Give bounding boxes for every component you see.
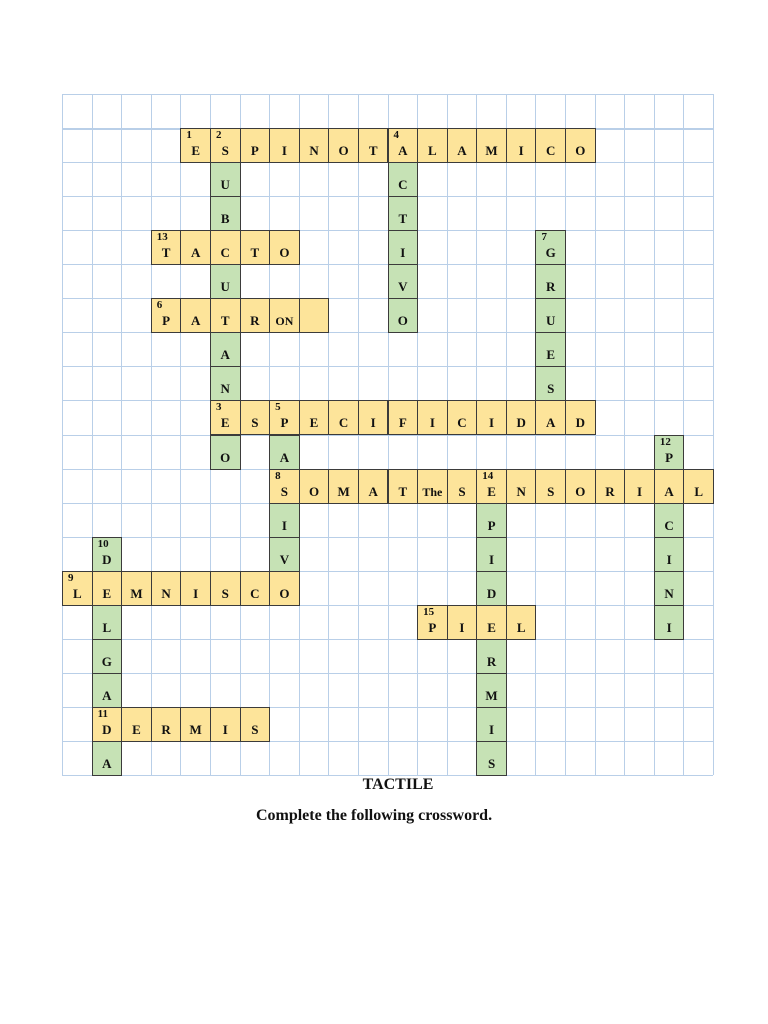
cell-letter: I [489, 551, 495, 567]
cell-letter: E [487, 619, 496, 635]
crossword-cell[interactable] [476, 537, 507, 572]
crossword-cell[interactable] [565, 128, 596, 163]
cell-letter: R [161, 721, 171, 737]
cell-letter: M [485, 687, 498, 703]
cell-letter: N [309, 143, 319, 159]
cell-letter: M [189, 721, 202, 737]
crossword-cell[interactable] [180, 298, 211, 333]
cell-letter: N [220, 381, 230, 397]
crossword-cell[interactable] [388, 400, 419, 435]
crossword-cell[interactable] [683, 469, 714, 504]
cell-letter: E [191, 143, 200, 159]
crossword-cell[interactable] [121, 707, 152, 742]
cell-letter: I [281, 517, 287, 533]
cell-letter: D [102, 551, 112, 567]
crossword-cell[interactable] [506, 128, 537, 163]
crossword-cell[interactable] [210, 366, 241, 401]
crossword-cell[interactable] [476, 128, 507, 163]
crossword-cell[interactable] [535, 128, 566, 163]
crossword-cell[interactable] [299, 469, 330, 504]
crossword-cell[interactable] [476, 673, 507, 708]
crossword-grid [62, 94, 713, 775]
cell-letter: I [370, 415, 376, 431]
clue-number: 13 [156, 231, 168, 244]
cell-letter: S [221, 143, 229, 159]
cell-letter: I [222, 721, 228, 737]
crossword-cell[interactable] [476, 741, 507, 776]
cell-letter: I [636, 483, 643, 499]
crossword-cell[interactable] [447, 469, 478, 504]
clue-number: 5 [275, 401, 281, 414]
crossword-cell[interactable] [240, 298, 271, 333]
crossword-cell[interactable] [299, 128, 330, 163]
grid-line-horizontal [62, 537, 713, 538]
crossword-cell[interactable] [328, 469, 359, 504]
cell-letter: E [132, 721, 141, 737]
crossword-cell[interactable] [269, 128, 300, 163]
cell-letter: D [516, 415, 526, 431]
cell-letter: S [547, 381, 555, 397]
cell-letter: T [161, 245, 171, 261]
cell-letter: E [546, 347, 556, 363]
cell-letter: L [694, 483, 704, 499]
crossword-cell[interactable] [151, 707, 182, 742]
crossword-cell[interactable] [535, 230, 566, 265]
cell-letter: V [398, 279, 408, 295]
crossword-cell[interactable] [565, 400, 596, 435]
crossword-cell[interactable] [269, 537, 300, 572]
cell-letter: I [193, 585, 199, 601]
cell-letter: O [279, 245, 290, 261]
cell-letter: L [428, 143, 437, 159]
crossword-cell[interactable] [535, 264, 566, 299]
crossword-cell[interactable] [447, 400, 478, 435]
cell-letter: C [250, 585, 260, 601]
clue-number: 12 [659, 435, 671, 448]
cell-letter: L [72, 585, 82, 601]
crossword-cell[interactable] [654, 503, 685, 538]
cell-letter: B [220, 211, 230, 227]
crossword-cell[interactable] [92, 741, 123, 776]
cell-letter: C [664, 517, 674, 533]
crossword-cell[interactable] [624, 469, 655, 504]
cell-letter: C [546, 143, 556, 159]
crossword-cell[interactable] [506, 605, 537, 640]
cell-letter: A [190, 245, 201, 261]
crossword-cell[interactable] [388, 162, 419, 197]
cell-letter: C [398, 177, 408, 193]
crossword-cell[interactable] [476, 503, 507, 538]
crossword-cell[interactable] [476, 707, 507, 742]
cell-letter: N [664, 585, 674, 601]
crossword-cell[interactable] [240, 128, 271, 163]
cell-letter: I [459, 619, 465, 635]
cell-letter: C [220, 245, 230, 261]
crossword-cell[interactable] [180, 707, 211, 742]
cell-letter: P [250, 143, 259, 159]
cell-letter: R [546, 279, 556, 295]
cell-letter: O [575, 483, 586, 499]
crossword-cell[interactable] [121, 571, 152, 606]
crossword-cell[interactable] [388, 128, 419, 163]
crossword-cell[interactable] [535, 332, 566, 367]
crossword-cell[interactable] [92, 707, 123, 742]
cell-letter: G [545, 245, 556, 261]
cell-letter: T [368, 143, 378, 159]
cell-letter: S [251, 415, 259, 431]
crossword-cell[interactable] [92, 605, 123, 640]
crossword-cell[interactable] [476, 469, 507, 504]
cell-letter: S [487, 755, 496, 771]
clue-number: 4 [393, 129, 399, 142]
crossword-cell[interactable] [180, 230, 211, 265]
cell-letter: I [489, 415, 495, 431]
cell-letter: A [102, 687, 112, 703]
clue-number: 10 [97, 537, 109, 550]
crossword-cell[interactable] [240, 571, 271, 606]
cell-letter: O [397, 313, 408, 329]
cell-letter: T [398, 211, 408, 227]
cell-letter: I [429, 415, 435, 431]
cell-letter: D [486, 585, 497, 601]
cell-letter: N [161, 585, 171, 601]
cell-letter: M [337, 483, 350, 499]
crossword-cell[interactable] [535, 366, 566, 401]
crossword-cell[interactable] [210, 230, 241, 265]
crossword-cell[interactable] [654, 537, 685, 572]
cell-letter: I [400, 245, 406, 261]
cell-letter: L [102, 619, 112, 635]
crossword-cell[interactable] [180, 128, 211, 163]
clue-number: 15 [423, 605, 435, 618]
crossword-cell[interactable] [299, 298, 330, 333]
cell-letter: A [457, 143, 467, 159]
crossword-cell[interactable] [180, 571, 211, 606]
cell-letter: D [575, 415, 586, 431]
crossword-cell[interactable] [388, 230, 419, 265]
crossword-cell[interactable] [417, 469, 448, 504]
crossword-cell[interactable] [388, 196, 419, 231]
crossword-cell[interactable] [240, 230, 271, 265]
crossword-cell[interactable] [210, 332, 241, 367]
cell-letter: C [338, 415, 349, 431]
cell-letter: P [428, 619, 437, 635]
crossword-cell[interactable] [417, 128, 448, 163]
crossword-cell[interactable] [151, 571, 182, 606]
crossword-cell[interactable] [565, 469, 596, 504]
cell-letter: ON [275, 314, 294, 329]
cell-letter: I [518, 143, 524, 159]
crossword-cell[interactable] [328, 128, 359, 163]
cell-letter: R [605, 483, 615, 499]
grid-line-horizontal [62, 94, 713, 95]
clue-number: 3 [215, 401, 222, 414]
cell-letter: P [162, 313, 171, 329]
crossword-cell[interactable] [151, 230, 182, 265]
cell-letter: O [575, 143, 586, 159]
crossword-cell[interactable] [388, 469, 419, 504]
crossword-cell[interactable] [269, 435, 300, 470]
crossword-cell[interactable] [654, 571, 685, 606]
crossword-cell[interactable] [476, 605, 507, 640]
crossword-cell[interactable] [210, 435, 241, 470]
crossword-cell[interactable] [299, 400, 330, 435]
cell-letter: A [279, 449, 290, 465]
instruction-text: Complete the following crossword. [255, 807, 493, 824]
cell-letter: S [251, 721, 259, 737]
crossword-cell[interactable] [447, 128, 478, 163]
cell-letter: U [220, 177, 230, 193]
cell-letter: A [546, 415, 556, 431]
cell-letter: M [130, 585, 143, 601]
cell-letter: S [547, 483, 555, 499]
grid-line-vertical [713, 94, 714, 775]
crossword-cell[interactable] [388, 264, 419, 299]
cell-letter: R [486, 653, 497, 669]
clue-number: 9 [68, 571, 74, 584]
crossword-cell[interactable] [417, 605, 448, 640]
cell-letter: E [309, 415, 319, 431]
cell-letter: S [221, 585, 229, 601]
crossword-cell[interactable] [151, 298, 182, 333]
crossword-cell[interactable] [269, 298, 300, 333]
crossword-cell[interactable] [240, 400, 271, 435]
grid-line-horizontal [62, 639, 713, 640]
cell-letter: The [422, 484, 443, 499]
crossword-cell[interactable] [210, 707, 241, 742]
crossword-cell[interactable] [269, 400, 300, 435]
cell-letter: A [398, 143, 408, 159]
cell-letter: R [250, 313, 260, 329]
crossword-cell[interactable] [535, 298, 566, 333]
clue-number: 1 [186, 129, 192, 142]
cell-letter: G [101, 653, 112, 669]
cell-letter: I [489, 721, 495, 737]
cell-letter: E [487, 483, 496, 499]
crossword-cell[interactable] [447, 605, 478, 640]
crossword-cell[interactable] [210, 162, 241, 197]
cell-letter: T [220, 313, 230, 329]
crossword-cell[interactable] [595, 469, 626, 504]
clue-number: 11 [97, 707, 108, 720]
crossword-cell[interactable] [210, 196, 241, 231]
grid-line-horizontal [62, 673, 713, 674]
crossword-cell[interactable] [92, 639, 123, 674]
clue-number: 14 [482, 469, 494, 482]
crossword-cell[interactable] [62, 571, 93, 606]
cell-letter: P [487, 517, 496, 533]
cell-letter: T [398, 483, 408, 499]
cell-letter: M [485, 143, 498, 159]
clue-number: 2 [215, 129, 222, 142]
crossword-cell[interactable] [240, 707, 271, 742]
crossword-cell[interactable] [358, 128, 389, 163]
cell-letter: O [308, 483, 320, 499]
cell-letter: N [516, 483, 526, 499]
crossword-cell[interactable] [417, 400, 448, 435]
cell-letter: A [664, 483, 674, 499]
crossword-cell[interactable] [269, 571, 300, 606]
crossword-cell[interactable] [269, 503, 300, 538]
cell-letter: A [220, 347, 230, 363]
cell-letter: O [279, 585, 290, 601]
cell-letter: O [338, 143, 349, 159]
cell-letter: L [516, 619, 526, 635]
crossword-cell[interactable] [476, 571, 507, 606]
crossword-cell[interactable] [269, 230, 300, 265]
crossword-cell[interactable] [92, 571, 123, 606]
cell-letter: P [665, 449, 674, 465]
cell-letter: I [666, 619, 672, 635]
cell-letter: T [250, 245, 260, 261]
cell-letter: S [458, 483, 466, 499]
grid-line-horizontal [62, 366, 713, 367]
crossword-cell[interactable] [210, 571, 241, 606]
crossword-cell[interactable] [506, 469, 537, 504]
crossword-cell[interactable] [654, 435, 685, 470]
cell-letter: I [281, 143, 287, 159]
crossword-cell[interactable] [92, 673, 123, 708]
crossword-cell[interactable] [210, 128, 241, 163]
cell-letter: U [546, 313, 556, 329]
crossword-cell[interactable] [269, 469, 300, 504]
cell-letter: D [102, 721, 112, 737]
crossword-cell[interactable] [358, 400, 389, 435]
cell-letter: A [368, 483, 378, 499]
crossword-cell[interactable] [476, 639, 507, 674]
cell-letter: P [280, 415, 289, 431]
page-title: TACTILE [362, 776, 434, 793]
crossword-cell[interactable] [654, 469, 685, 504]
cell-letter: E [220, 415, 230, 431]
crossword-cell[interactable] [210, 400, 241, 435]
crossword-cell[interactable] [358, 469, 389, 504]
cell-letter: A [190, 313, 201, 329]
crossword-cell[interactable] [506, 400, 537, 435]
crossword-cell[interactable] [210, 264, 241, 299]
crossword-cell[interactable] [654, 605, 685, 640]
cell-letter: C [457, 415, 467, 431]
cell-letter: E [102, 585, 112, 601]
crossword-cell[interactable] [92, 537, 123, 572]
cell-letter: F [398, 415, 407, 431]
clue-number: 7 [541, 231, 547, 244]
cell-letter: A [102, 755, 112, 771]
clue-number: 8 [275, 469, 281, 482]
cell-letter: V [279, 551, 290, 567]
crossword-cell[interactable] [328, 400, 359, 435]
crossword-cell[interactable] [210, 298, 241, 333]
cell-letter: S [280, 483, 289, 499]
cell-letter: I [666, 551, 672, 567]
cell-letter: U [220, 279, 230, 295]
crossword-cell[interactable] [535, 469, 566, 504]
cell-letter: O [220, 449, 231, 465]
crossword-cell[interactable] [476, 400, 507, 435]
crossword-cell[interactable] [535, 400, 566, 435]
clue-number: 6 [156, 299, 163, 312]
crossword-cell[interactable] [388, 298, 419, 333]
